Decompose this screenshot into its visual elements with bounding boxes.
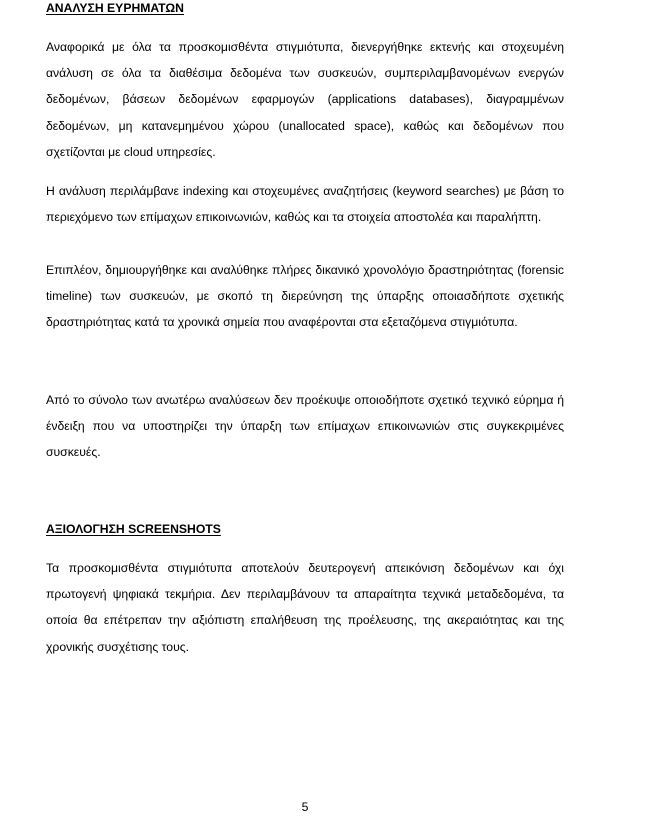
section-heading-screenshots-evaluation: ΑΞΙΟΛΟΓΗΣΗ SCREENSHOTS [46, 522, 221, 536]
section-heading-findings-analysis: ΑΝΑΛΥΣΗ ΕΥΡΗΜΑΤΩΝ [46, 1, 184, 15]
paragraph-forensic-timeline: Επιπλέον, δημιουργήθηκε και αναλύθηκε πλήρες δικανικό χρονολόγιο δραστηριότητας (forensic timeline) των συσκευών, με σκοπό τη διερεύνηση της ύπαρξης οποιασδήποτε σχετικής δραστηριότητας κατά τα χρονικά σημεία που αναφέρονται στα εξεταζόμενα στιγμιότυπα. [46, 263, 564, 330]
document-page [46, 0, 564, 816]
paragraph-screenshots-assessment: Τα προσκομισθέντα στιγμιότυπα αποτελούν δευτερογενή απεικόνιση δεδομένων και όχι πρωτογενή ψηφιακά τεκμήρια. Δεν περιλαμβάνουν τα απαραίτητα τεχνικά μεταδεδομένα, τα οποία θα επέτρεπαν την αξιόπιστη επαλήθευση της προέλευσης, της ακεραιότητας και της χρονικής συσχέτισης τους. [46, 561, 564, 654]
paragraph-indexing-searches: Η ανάλυση περιλάμβανε indexing και στοχευμένες αναζητήσεις (keyword searches) με βάση το περιεχόμενο των επίμαχων επικοινωνιών, καθώς και τα στοιχεία αποστολέα και παραλήπτη. [46, 184, 564, 225]
paragraph-analysis-scope: Αναφορικά με όλα τα προσκομισθέντα στιγμιότυπα, διενεργήθηκε εκτενής και στοχευμένη ανάλυση σε όλα τα διαθέσιμα δεδομένα των συσκευών, συμπεριλαμβανομένων ενεργών δεδομένων, βάσεων δεδομένων εφαρμογών (applications databases), διαγραμμένων δεδομένων, μη κατανεμημένου χώρου (unallocated space), καθώς και δεδομένων που σχετίζονται με cloud υπηρεσίες. [46, 40, 564, 159]
page-number: 5 [301, 800, 309, 814]
paragraph-no-findings: Από το σύνολο των ανωτέρω αναλύσεων δεν προέκυψε οποιοδήποτε σχετικό τεχνικό εύρημα ή ένδειξη που να υποστηρίζει την ύπαρξη των επίμαχων επικοινωνιών στις συγκεκριμένες συσκευές. [46, 393, 564, 460]
